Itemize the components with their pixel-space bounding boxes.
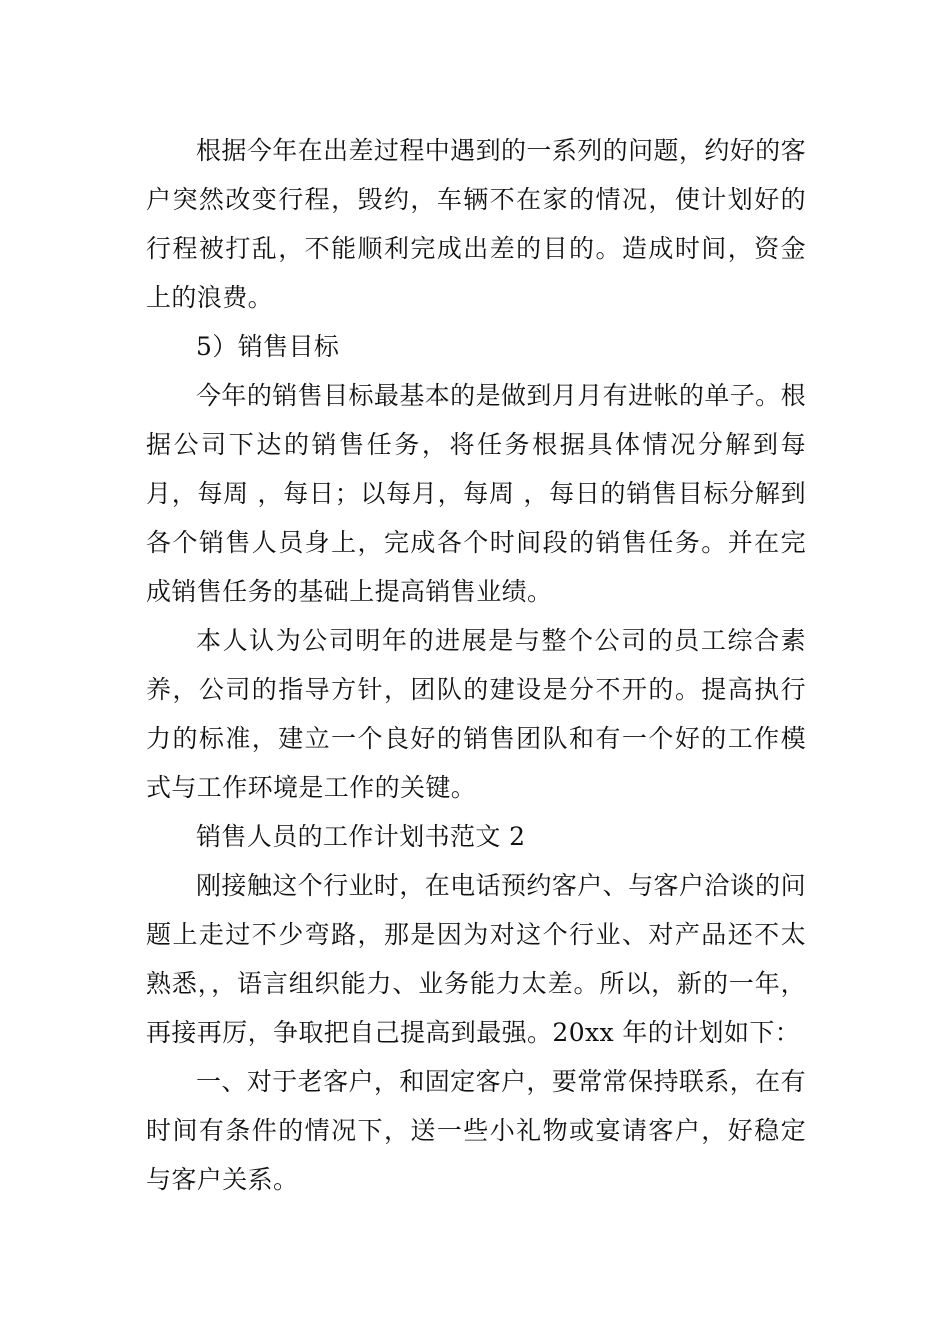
paragraph-industry-experience: 刚接触这个行业时，在电话预约客户、与客户洽谈的问题上走过不少弯路，那是因为对这个行业、对产品还不太熟悉，，语言组织能力、业务能力太差。所以，新的一年，再接再厉，争取把自己提高到最强。20xx 年的计划如下： <box>146 871 806 1047</box>
document-page <box>146 126 806 1204</box>
paragraph-company-development: 本人认为公司明年的进展是与整个公司的员工综合素养，公司的指导方针，团队的建设是分不开的。提高执行力的标准，建立一个良好的销售团队和有一个好的工作模式与工作环境是工作的关键。 <box>146 626 806 802</box>
paragraph-sales-target: 今年的销售目标最基本的是做到月月有进帐的单子。根据公司下达的销售任务，将任务根据具体情况分解到每月，每周 ，每日；以每月，每周 ，每日的销售目标分解到各个销售人员身上，完成各个时间段的销售任务。并在完成销售任务的基础上提高销售业绩。 <box>146 381 806 606</box>
paragraph-old-customers: 一、对于老客户，和固定客户，要常常保持联系，在有时间有条件的情况下，送一些小礼物或宴请客户，好稳定与客户关系。 <box>146 1067 806 1194</box>
section-heading-sales-target: 5）销售目标 <box>196 332 340 361</box>
paragraph-travel-problems: 根据今年在出差过程中遇到的一系列的问题，约好的客户突然改变行程，毁约，车辆不在家的情况，使计划好的行程被打乱，不能顺利完成出差的目的。造成时间，资金上的浪费。 <box>146 136 806 312</box>
section-heading-work-plan-2: 销售人员的工作计划书范文 2 <box>196 822 526 851</box>
